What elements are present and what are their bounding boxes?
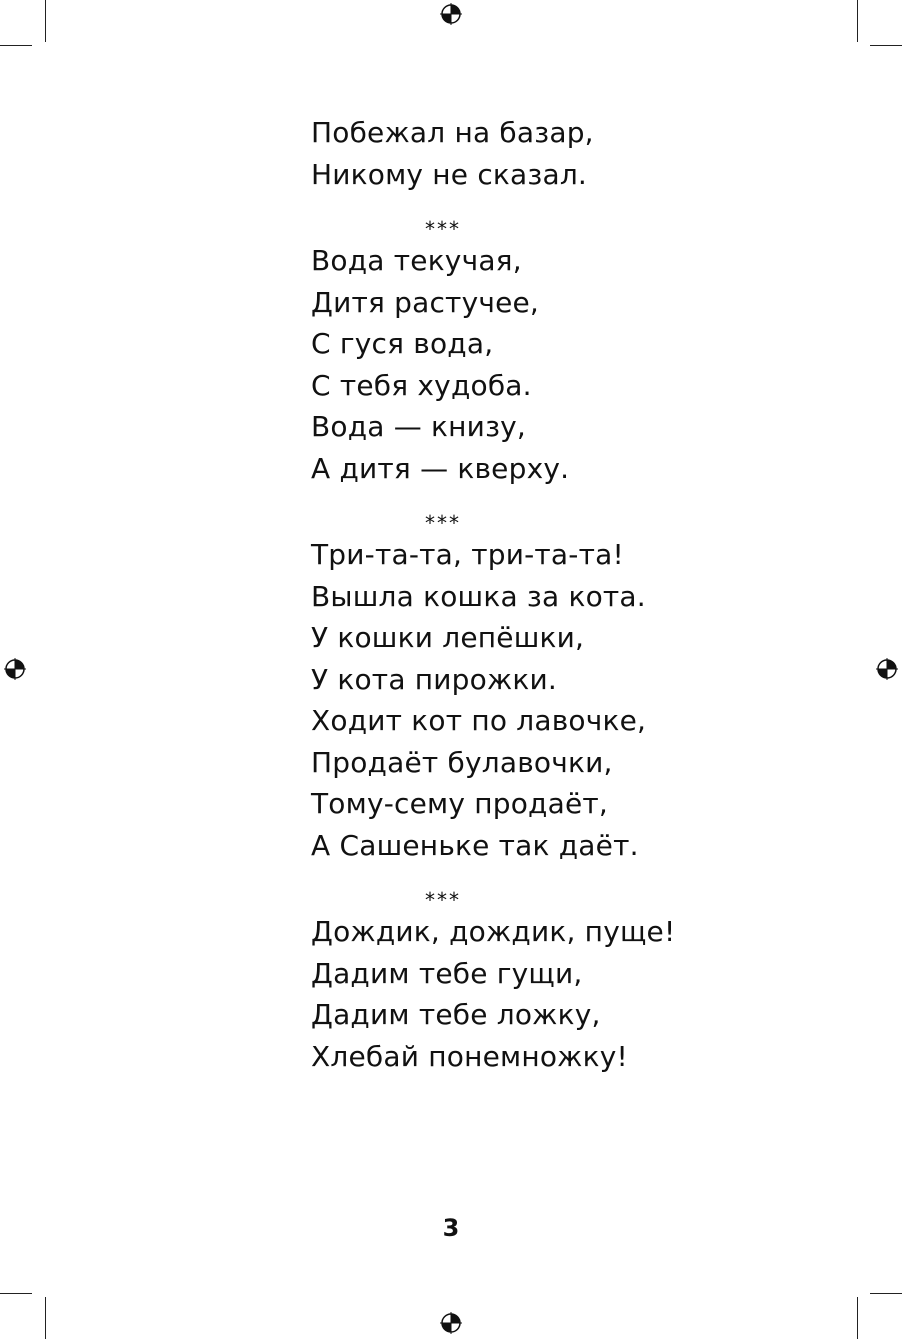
- poem-line: Дитя растучее,: [311, 285, 540, 319]
- page-number: 3: [442, 1214, 460, 1242]
- stanza-separator: ***: [425, 217, 461, 241]
- crop-mark-bottom-right: [857, 1297, 858, 1339]
- stanza: [311, 112, 731, 195]
- registration-target-icon: [4, 658, 26, 680]
- poem-line: Дадим тебе гущи,: [311, 956, 583, 990]
- crop-mark-left-bottom: [0, 1293, 32, 1294]
- poem-line: А дитя — кверху.: [311, 451, 570, 485]
- poem-line: Хлебай понемножку!: [311, 1039, 628, 1073]
- poem-line: Ходит кот по лавочке,: [311, 704, 647, 737]
- stanza-separator: ***: [425, 511, 461, 535]
- poem-line: Дождик, дождик, пуще!: [311, 915, 676, 948]
- stanza: [311, 240, 731, 489]
- stanza-separator: ***: [425, 888, 461, 912]
- poem-line: Вода — книзу,: [311, 410, 527, 443]
- registration-target-icon: [876, 658, 898, 680]
- poem-line: Дадим тебе ложку,: [311, 998, 601, 1031]
- stanza: [311, 911, 731, 1077]
- poem-line: С тебя худоба.: [311, 368, 532, 402]
- stanza: [311, 534, 731, 866]
- poem-line: У кошки лепёшки,: [311, 621, 585, 654]
- registration-target-icon: [440, 3, 462, 25]
- poem-text: [311, 112, 731, 1077]
- poem-line: Три-та-та, три-та-та!: [311, 538, 624, 571]
- poem-line: Продаёт булавочки,: [311, 745, 613, 779]
- poem-line: Вода текучая,: [311, 244, 522, 277]
- crop-mark-top-left: [45, 0, 46, 42]
- poem-line: С гуся вода,: [311, 327, 494, 360]
- poem-line: Побежал на базар,: [311, 116, 594, 149]
- crop-mark-bottom-left: [45, 1297, 46, 1339]
- crop-mark-top-right: [857, 0, 858, 42]
- poem-line: У кота пирожки.: [311, 662, 558, 696]
- poem-line: Тому-сему продаёт,: [311, 787, 609, 820]
- registration-target-icon: [440, 1312, 462, 1334]
- crop-mark-right-top: [870, 45, 902, 46]
- poem-line: А Сашеньке так даёт.: [311, 828, 639, 862]
- poem-line: Никому не сказал.: [311, 157, 588, 191]
- poem-line: Вышла кошка за кота.: [311, 579, 646, 613]
- crop-mark-right-bottom: [870, 1293, 902, 1294]
- crop-mark-left-top: [0, 45, 32, 46]
